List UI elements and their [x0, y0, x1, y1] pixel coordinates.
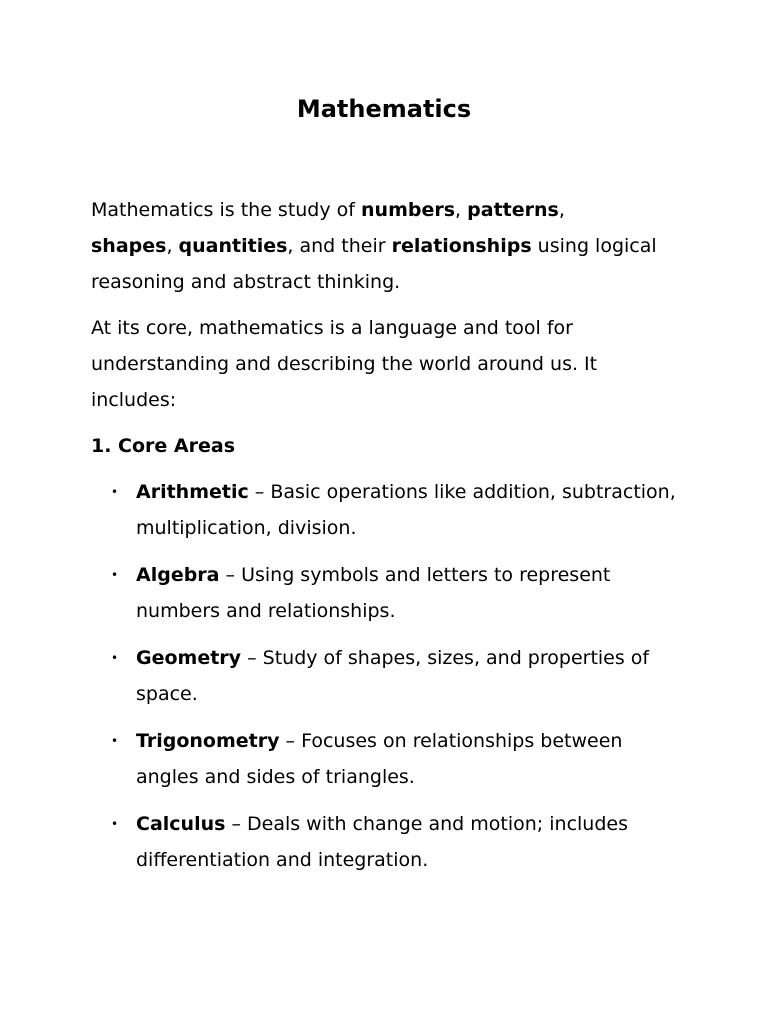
bullet-icon: • — [111, 734, 119, 748]
item-term: Arithmetic — [136, 481, 249, 503]
item-description: – Basic operations like addition, subtraction, multiplication, division. — [136, 481, 676, 539]
list-item-geometry — [91, 640, 681, 712]
page-title: Mathematics — [296, 95, 472, 123]
bullet-icon: • — [111, 651, 119, 665]
bullet-icon: • — [111, 817, 119, 831]
list-item-trigonometry — [91, 723, 681, 795]
core-paragraph: At its core, mathematics is a language and tool for understanding and describing the world around us. It includes: — [91, 317, 598, 411]
intro-text: , — [166, 235, 179, 257]
keyword-quantities: quantities — [178, 235, 288, 257]
intro-text: , — [455, 199, 468, 221]
list-item-calculus — [91, 806, 681, 878]
item-description: – Deals with change and motion; includes differentiation and integration. — [136, 813, 628, 871]
document-body — [91, 192, 681, 889]
keyword-numbers: numbers — [361, 199, 456, 221]
item-term: Trigonometry — [136, 730, 280, 752]
core-areas-list — [91, 474, 681, 878]
item-description: – Using symbols and letters to represent numbers and relationships. — [136, 564, 611, 622]
item-description: – Focuses on relationships between angles and sides of triangles. — [136, 730, 623, 788]
item-description: – Study of shapes, sizes, and properties of space. — [136, 647, 650, 705]
section-heading: 1. Core Areas — [91, 435, 236, 457]
item-term: Geometry — [136, 647, 242, 669]
intro-text: , and their — [287, 235, 392, 257]
keyword-shapes: shapes — [91, 235, 167, 257]
item-term: Calculus — [136, 813, 226, 835]
keyword-patterns: patterns — [467, 199, 559, 221]
bullet-icon: • — [111, 485, 119, 499]
list-item-algebra — [91, 557, 681, 629]
intro-text: , — [558, 199, 565, 221]
bullet-icon: • — [111, 568, 119, 582]
intro-text: using logical reasoning and abstract thinking. — [91, 235, 657, 293]
list-item-arithmetic — [91, 474, 681, 546]
item-term: Algebra — [136, 564, 220, 586]
intro-text: Mathematics is the study of — [91, 199, 362, 221]
intro-paragraph — [91, 192, 681, 300]
keyword-relationships: relationships — [391, 235, 532, 257]
